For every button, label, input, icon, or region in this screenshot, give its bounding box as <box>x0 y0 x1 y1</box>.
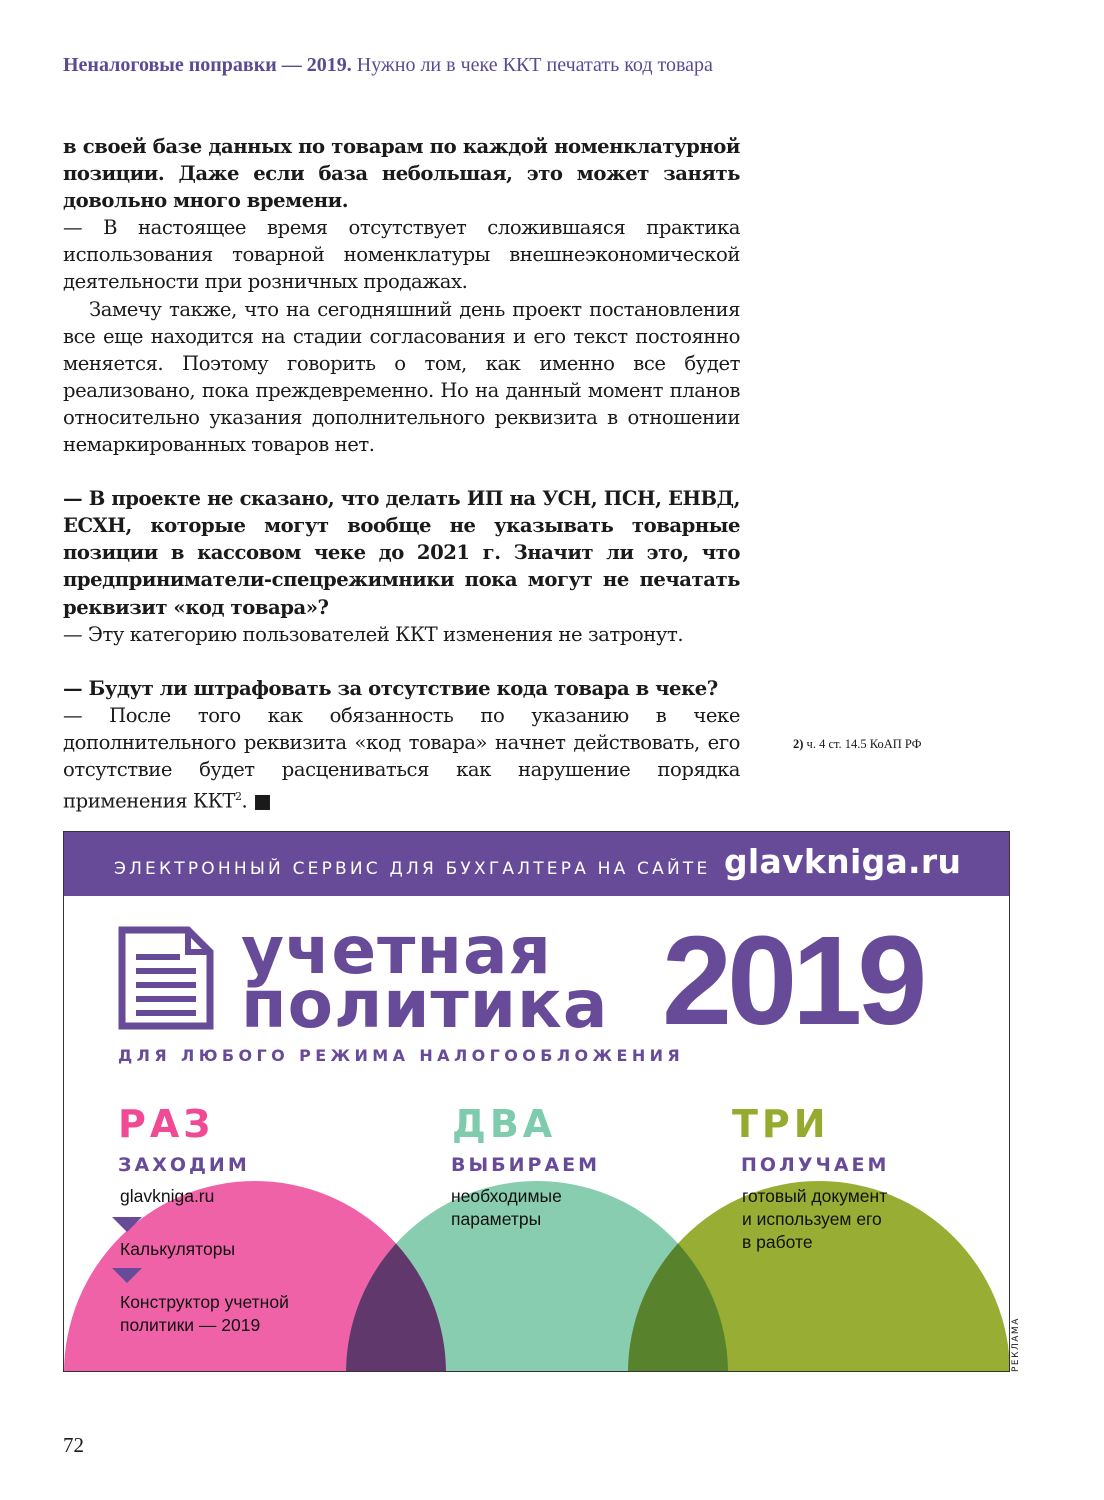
footnote-ref: 2 <box>234 790 242 804</box>
ad-banner <box>64 832 1009 896</box>
paragraph: в своей базе данных по товарам по каждой номенклатурной позиции. Даже если база небольшая, это может занять довольно много времени. <box>63 135 740 213</box>
running-head <box>63 54 713 77</box>
step-1-verb: ЗАХОДИМ <box>118 1154 250 1176</box>
step-3-line: готовый документ <box>742 1186 888 1206</box>
question: — Будут ли штрафовать за отсутствие кода товара в чеке? <box>63 676 718 700</box>
step-2-verb: ВЫБИРАЕМ <box>451 1154 601 1176</box>
step-2-line: необходимые <box>451 1186 562 1206</box>
step-1-line: Калькуляторы <box>120 1239 236 1259</box>
arrow-down-icon <box>112 1268 142 1283</box>
paragraph: — В настоящее время отсутствует сложившаяся практика использования товарной номенклатуры внешнеэкономической деятельности при розничных продажах. <box>63 216 740 294</box>
ad-year: 2019 <box>662 910 923 1051</box>
end-mark: ■ <box>253 789 272 813</box>
paragraph: Замечу также, что на сегодняшний день проект постановления все еще находится на стадии согласования и его текст постоянно меняется. Поэтому говорить о том, как именно все будет реализовано, пока преждевременно. Но на данный момент планов относительно указания дополнительного реквизита в отношении немаркированных товаров нет. <box>63 297 740 457</box>
step-3-number: ТРИ <box>732 1102 830 1146</box>
arrow-down-icon <box>112 1217 142 1232</box>
step-3-verb: ПОЛУЧАЕМ <box>741 1154 890 1176</box>
banner-text: ЭЛЕКТРОННЫЙ СЕРВИС ДЛЯ БУХГАЛТЕРА НА САЙТЕ <box>114 859 711 879</box>
answer: — Эту категорию пользователей ККТ изменения не затронут. <box>63 622 684 646</box>
step-1-line: glavkniga.ru <box>120 1186 215 1206</box>
step-3-line: и используем его <box>742 1209 882 1229</box>
ad-disclaimer: РЕКЛАМА <box>1011 1317 1021 1372</box>
question: — В проекте не сказано, что делать ИП на УСН, ПСН, ЕНВД, ЕСХН, которые могут вообще не указывать товарные позиции в кассовом чеке до 2021 г. Значит ли это, что предприниматели-спецрежимники пока могут не печатать реквизит «код товара»? <box>63 487 740 619</box>
page-number: 72 <box>63 1433 84 1457</box>
step-2-line: параметры <box>451 1209 542 1229</box>
article-body <box>63 133 740 815</box>
step-1-number: РАЗ <box>118 1102 215 1146</box>
footnote: 2) ч. 4 ст. 14.5 КоАП РФ <box>793 737 922 751</box>
running-head-section: Неналоговые поправки — 2019. <box>63 54 352 76</box>
answer: — После того как обязанность по указанию в чеке дополнительного реквизита «код товара» начнет действовать, его отсутствие будет расцениваться как нарушение порядка применения ККТ$^2$. ■ <box>63 703 740 813</box>
document-icon <box>118 926 214 1030</box>
advertisement[interactable] <box>63 831 1010 1372</box>
step-1-line: Конструктор учетной <box>120 1292 289 1312</box>
running-head-title: Нужно ли в чеке ККТ печатать код товара <box>356 54 713 76</box>
ad-subtitle: ДЛЯ ЛЮБОГО РЕЖИМА НАЛОГООБЛОЖЕНИЯ <box>118 1046 685 1065</box>
step-1-line: политики — 2019 <box>120 1315 261 1335</box>
ad-title-line1: учетная <box>241 912 552 989</box>
step-2-number: ДВА <box>452 1102 557 1146</box>
site-link[interactable]: glavkniga.ru <box>724 842 962 881</box>
ad-title-line2: политика <box>241 966 609 1043</box>
step-3-line: в работе <box>742 1232 813 1252</box>
